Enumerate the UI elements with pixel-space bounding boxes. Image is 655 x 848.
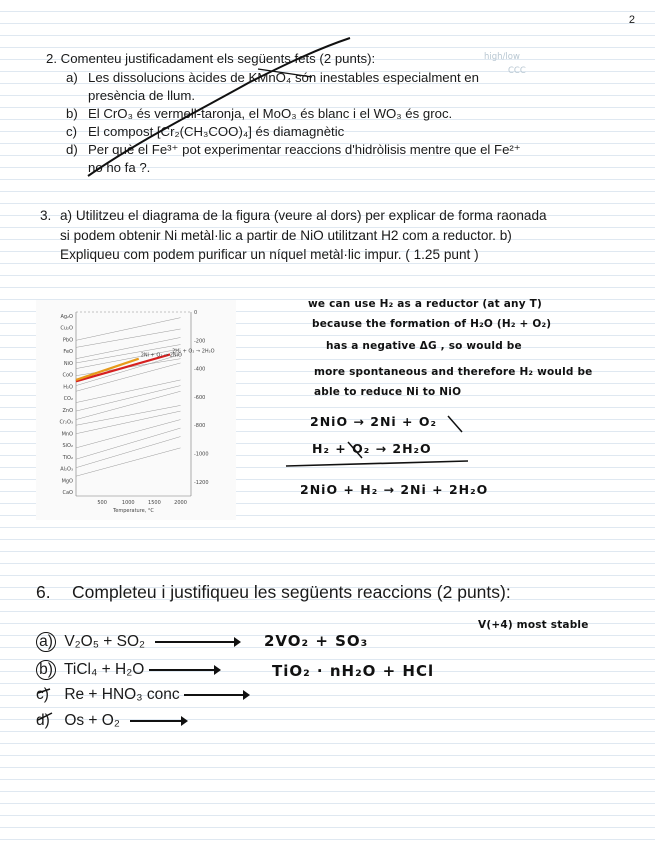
hw-note-vanadium: V(+4) most stable [478, 619, 589, 631]
reaction-c-reactants: Re + HNO₃ conc [64, 686, 180, 703]
hw-equation-1: 2NiO → 2Ni + O₂ [310, 414, 437, 429]
chart-oxide-label-3: FeO [63, 349, 73, 356]
hw-product-a: 2VO₂ + SO₃ [264, 632, 369, 650]
question-2-number: 2. [46, 51, 57, 66]
question-2-item-a: a) Les dissolucions àcides de KMnO₄ són inestables especialment en presència de llum. [66, 70, 479, 103]
reaction-a-reactants: V₂O₅ + SO₂ [64, 633, 146, 650]
chart-oxide-label-7: CO₂ [63, 396, 73, 403]
question-2-item-d: d) Per què el Fe³⁺ pot experimentar reaccions d'hidròlisis mentre que el Fe²⁺ no ho fa ?. [66, 142, 521, 175]
chart-oxide-label-13: Al₂O₃ [60, 466, 73, 473]
reaction-a-label: a) [36, 632, 56, 652]
reaction-d-reactants: Os + O₂ [64, 712, 120, 729]
chart-oxide-label-5: CoO [62, 372, 73, 379]
chart-y-tick--1000: -1000 [194, 451, 209, 458]
reaction-b-label: b) [36, 660, 56, 680]
hw-equation-2: H₂ + O₂ → 2H₂O [312, 441, 432, 456]
chart-oxide-label-1: Cu₂O [60, 325, 73, 332]
margin-note-ccc: CCC [508, 66, 526, 76]
hw-equation-divider [286, 461, 468, 466]
chart-oxide-label-2: PbO [62, 337, 73, 344]
hw-cancel-o2-2 [348, 442, 362, 458]
hw-answer-line-4: more spontaneous and therefore H₂ would be [314, 366, 593, 378]
chart-y-tick--600: -600 [194, 394, 206, 401]
chart-oxide-label-14: MgO [61, 478, 73, 485]
chart-oxide-label-9: Cr₂O₃ [59, 419, 73, 426]
chart-y-tick--200: -200 [194, 338, 206, 345]
chart-series-label-1: 2Ni + O₂ → 2NiO [140, 352, 182, 359]
hw-answer-line-3: has a negative ΔG , so would be [326, 340, 522, 352]
chart-x-label: Temperature, °C [113, 508, 154, 514]
cross-out-stroke-question-2 [88, 38, 350, 176]
chart-oxide-label-15: CaO [62, 490, 73, 496]
chart-oxide-label-4: NiO [63, 360, 73, 367]
question-3-number: 3. [40, 208, 52, 223]
chart-y-tick--1200: -1200 [194, 479, 209, 486]
question-2-title: Comenteu justificadament els següents fets (2 punts): [60, 51, 376, 66]
reaction-b-reactants: TiCl₄ + H₂O [64, 661, 145, 678]
hw-product-b: TiO₂ · nH₂O + HCl [272, 662, 435, 680]
reaction-d-label: d) [36, 712, 50, 729]
hw-strike-c [38, 689, 50, 693]
chart-y-tick--800: -800 [194, 423, 206, 430]
chart-oxide-label-0: Ag₂O [60, 314, 73, 320]
hw-equation-3: 2NiO + H₂ → 2Ni + 2H₂O [300, 482, 489, 497]
margin-note-high-low: high/low [484, 52, 520, 62]
chart-y-tick-0: 0 [194, 310, 198, 316]
question-6-number: 6. [36, 582, 51, 602]
hw-answer-line-1: we can use H₂ as a reductor (at any T) [308, 298, 542, 310]
chart-oxide-label-12: TiO₂ [62, 454, 73, 461]
chart-oxide-label-6: H₂O [63, 384, 73, 391]
chart-x-tick-1000: 1000 [121, 500, 135, 506]
chart-series-label-0: 2H₂ + O₂ → 2H₂O [172, 348, 215, 355]
page-number: 2 [628, 14, 635, 26]
chart-x-tick-1500: 1500 [148, 500, 161, 506]
chart-x-tick-2000: 2000 [174, 500, 187, 506]
hw-cancel-o2-1 [448, 416, 462, 432]
question-3-text: a) Utilitzeu el diagrama de la figura (veure al dors) per explicar de forma raonada si podem obtenir Ni metàl·lic a partir de NiO utilitzant H2 com a reductor. b) Expliqueu com podem purificar un níquel metàl·lic impur. ( 1.25 punt ) [60, 208, 547, 262]
hw-answer-line-2: because the formation of H₂O (H₂ + O₂) [312, 318, 552, 330]
question-2-item-b: b) El CrO₃ és vermell-taronja, el MoO₃ és blanc i el WO₃ és groc. [66, 106, 453, 121]
question-6-title: Completeu i justifiqueu les següents reaccions (2 punts): [72, 582, 511, 602]
chart-oxide-label-11: SiO₂ [62, 443, 73, 450]
chart-oxide-label-8: ZnO [62, 407, 73, 414]
question-2-item-c: c) El compost [Cr₂(CH₃COO)₄] és diamagnètic [66, 124, 345, 139]
chart-oxide-label-10: MnO [61, 431, 73, 438]
hw-strike-d [38, 713, 52, 720]
hw-answer-line-5: able to reduce Ni to NiO [314, 386, 462, 398]
reaction-c-label: c) [36, 686, 49, 703]
chart-x-tick-500: 500 [97, 500, 107, 506]
chart-y-tick--400: -400 [194, 366, 206, 373]
